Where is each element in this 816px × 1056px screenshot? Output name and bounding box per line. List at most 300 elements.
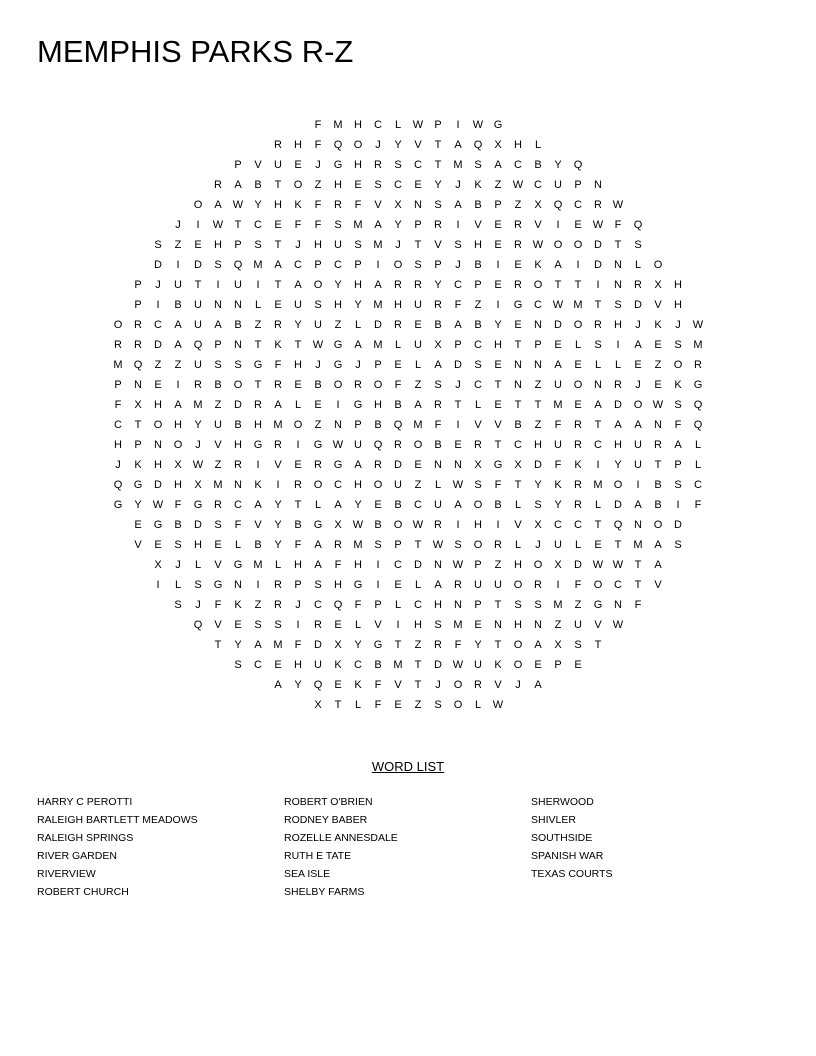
grid-letter: C: [454, 279, 462, 291]
grid-letter: V: [254, 519, 262, 531]
grid-letter: B: [294, 519, 302, 531]
grid-letter: S: [374, 179, 382, 191]
grid-letter: S: [214, 359, 222, 371]
grid-letter: W: [212, 219, 224, 231]
grid-letter: I: [176, 259, 180, 271]
grid-letter: J: [355, 359, 361, 371]
grid-letter: Q: [333, 599, 343, 611]
grid-letter: J: [515, 679, 521, 691]
grid-letter: S: [434, 199, 442, 211]
grid-letter: Y: [394, 219, 402, 231]
grid-letter: J: [175, 219, 181, 231]
grid-letter: W: [592, 559, 604, 571]
grid-letter: T: [274, 179, 282, 191]
grid-letter: E: [274, 299, 282, 311]
grid-letter: M: [593, 479, 603, 491]
grid-letter: F: [334, 559, 342, 571]
grid-letter: V: [374, 619, 382, 631]
grid-letter: S: [174, 599, 182, 611]
grid-letter: E: [414, 179, 422, 191]
grid-letter: M: [553, 399, 563, 411]
grid-letter: Q: [613, 519, 623, 531]
word-list-item: RALEIGH BARTLETT MEADOWS: [37, 814, 198, 826]
grid-letter: X: [514, 459, 522, 471]
grid-letter: F: [314, 199, 322, 211]
grid-letter: H: [154, 459, 162, 471]
grid-letter: C: [254, 219, 262, 231]
grid-letter: Y: [614, 459, 622, 471]
grid-letter: N: [614, 259, 622, 271]
grid-letter: G: [333, 459, 343, 471]
grid-letter: A: [354, 459, 362, 471]
grid-letter: Z: [154, 359, 162, 371]
grid-letter: E: [314, 399, 322, 411]
grid-letter: R: [494, 539, 502, 551]
grid-letter: P: [134, 279, 142, 291]
grid-letter: E: [574, 359, 582, 371]
grid-letter: Q: [393, 419, 403, 431]
grid-letter: N: [154, 439, 162, 451]
grid-letter: P: [354, 419, 362, 431]
grid-letter: S: [434, 619, 442, 631]
grid-letter: H: [214, 239, 222, 251]
grid-letter: O: [453, 679, 463, 691]
grid-letter: F: [294, 539, 302, 551]
grid-letter: R: [294, 479, 302, 491]
grid-letter: W: [512, 179, 524, 191]
grid-letter: U: [414, 339, 422, 351]
grid-letter: H: [274, 199, 282, 211]
grid-letter: A: [454, 319, 462, 331]
grid-letter: G: [333, 359, 343, 371]
grid-letter: T: [214, 639, 222, 651]
grid-letter: B: [214, 379, 222, 391]
grid-letter: B: [494, 499, 502, 511]
grid-letter: O: [233, 379, 243, 391]
grid-letter: C: [314, 599, 322, 611]
grid-letter: S: [454, 539, 462, 551]
grid-letter: J: [375, 139, 381, 151]
grid-letter: Y: [354, 639, 362, 651]
grid-letter: J: [155, 279, 161, 291]
grid-letter: M: [253, 259, 263, 271]
grid-letter: D: [594, 259, 602, 271]
grid-letter: L: [614, 359, 622, 371]
grid-letter: L: [474, 399, 482, 411]
grid-letter: U: [494, 579, 502, 591]
grid-letter: F: [234, 519, 242, 531]
grid-letter: F: [114, 399, 122, 411]
grid-letter: H: [434, 599, 442, 611]
grid-letter: L: [174, 579, 182, 591]
grid-letter: Y: [354, 499, 362, 511]
grid-letter: O: [453, 699, 463, 711]
grid-letter: M: [333, 119, 343, 131]
grid-letter: L: [394, 339, 402, 351]
grid-letter: W: [612, 559, 624, 571]
grid-letter: Q: [193, 339, 203, 351]
grid-letter: O: [393, 519, 403, 531]
grid-letter: D: [574, 559, 582, 571]
grid-letter: H: [474, 519, 482, 531]
grid-letter: J: [395, 239, 401, 251]
grid-letter: P: [214, 339, 222, 351]
grid-letter: R: [194, 379, 202, 391]
grid-letter: B: [174, 519, 182, 531]
grid-letter: N: [234, 579, 242, 591]
grid-letter: L: [694, 439, 702, 451]
grid-letter: W: [312, 339, 324, 351]
grid-letter: H: [354, 479, 362, 491]
grid-letter: R: [434, 219, 442, 231]
grid-letter: H: [174, 479, 182, 491]
grid-letter: O: [173, 439, 183, 451]
grid-letter: B: [434, 439, 442, 451]
grid-letter: L: [434, 479, 442, 491]
word-list-item: SPANISH WAR: [531, 850, 604, 862]
grid-letter: I: [616, 339, 620, 351]
grid-letter: R: [434, 299, 442, 311]
grid-letter: L: [254, 299, 262, 311]
grid-letter: W: [452, 479, 464, 491]
grid-letter: S: [154, 239, 162, 251]
grid-letter: T: [494, 439, 502, 451]
grid-letter: E: [514, 319, 522, 331]
grid-letter: I: [256, 459, 260, 471]
grid-letter: C: [594, 439, 602, 451]
grid-letter: V: [654, 579, 662, 591]
grid-letter: A: [614, 419, 622, 431]
grid-letter: G: [213, 579, 223, 591]
grid-letter: W: [152, 499, 164, 511]
grid-letter: Y: [394, 139, 402, 151]
grid-letter: E: [454, 439, 462, 451]
grid-letter: B: [514, 419, 522, 431]
grid-letter: N: [494, 619, 502, 631]
grid-letter: L: [234, 539, 242, 551]
grid-letter: R: [534, 579, 542, 591]
grid-letter: S: [454, 239, 462, 251]
grid-letter: T: [294, 499, 302, 511]
grid-letter: G: [113, 499, 123, 511]
grid-letter: S: [514, 599, 522, 611]
grid-letter: T: [634, 559, 642, 571]
grid-letter: Z: [334, 319, 342, 331]
grid-letter: O: [413, 439, 423, 451]
grid-letter: N: [234, 479, 242, 491]
grid-letter: E: [234, 619, 242, 631]
grid-letter: J: [295, 239, 301, 251]
grid-letter: Z: [254, 319, 262, 331]
grid-letter: Y: [434, 279, 442, 291]
grid-letter: Q: [573, 159, 583, 171]
grid-letter: R: [334, 539, 342, 551]
grid-letter: H: [674, 279, 682, 291]
grid-letter: A: [254, 499, 262, 511]
grid-letter: R: [374, 159, 382, 171]
grid-letter: F: [174, 499, 182, 511]
word-list-item: ROBERT O'BRIEN: [284, 796, 373, 808]
grid-letter: R: [314, 619, 322, 631]
grid-letter: F: [294, 639, 302, 651]
grid-letter: I: [376, 579, 380, 591]
grid-letter: A: [434, 579, 442, 591]
grid-letter: R: [214, 499, 222, 511]
grid-letter: J: [675, 319, 681, 331]
grid-letter: A: [214, 319, 222, 331]
grid-letter: I: [376, 559, 380, 571]
grid-letter: V: [214, 439, 222, 451]
grid-letter: T: [234, 219, 242, 231]
grid-letter: E: [574, 659, 582, 671]
grid-letter: Z: [174, 359, 182, 371]
grid-letter: E: [294, 459, 302, 471]
grid-letter: B: [234, 419, 242, 431]
grid-letter: F: [574, 579, 582, 591]
grid-letter: V: [434, 239, 442, 251]
grid-letter: K: [294, 199, 302, 211]
grid-letter: U: [314, 319, 322, 331]
grid-letter: W: [452, 659, 464, 671]
grid-letter: K: [574, 459, 582, 471]
grid-letter: T: [454, 399, 462, 411]
grid-letter: C: [394, 559, 402, 571]
grid-letter: D: [414, 559, 422, 571]
grid-letter: J: [315, 359, 321, 371]
grid-letter: Y: [474, 639, 482, 651]
grid-letter: F: [454, 639, 462, 651]
grid-letter: A: [554, 259, 562, 271]
grid-letter: U: [354, 439, 362, 451]
grid-letter: I: [456, 219, 460, 231]
grid-letter: V: [214, 619, 222, 631]
grid-letter: R: [394, 439, 402, 451]
grid-letter: F: [634, 599, 642, 611]
grid-letter: L: [534, 139, 542, 151]
grid-letter: S: [434, 379, 442, 391]
grid-letter: M: [273, 639, 283, 651]
grid-letter: F: [394, 379, 402, 391]
grid-letter: B: [394, 499, 402, 511]
grid-letter: B: [254, 539, 262, 551]
grid-letter: S: [374, 539, 382, 551]
grid-letter: S: [634, 239, 642, 251]
grid-letter: P: [554, 659, 562, 671]
grid-letter: V: [494, 419, 502, 431]
grid-letter: R: [314, 459, 322, 471]
grid-letter: V: [374, 199, 382, 211]
grid-letter: E: [654, 339, 662, 351]
grid-letter: C: [334, 479, 342, 491]
grid-letter: D: [634, 299, 642, 311]
grid-letter: A: [174, 339, 182, 351]
grid-letter: V: [654, 299, 662, 311]
grid-letter: K: [554, 479, 562, 491]
grid-letter: C: [354, 659, 362, 671]
grid-letter: R: [514, 239, 522, 251]
grid-letter: M: [213, 479, 223, 491]
grid-letter: S: [574, 639, 582, 651]
grid-letter: A: [434, 359, 442, 371]
grid-letter: J: [315, 159, 321, 171]
grid-letter: H: [374, 399, 382, 411]
grid-letter: O: [293, 419, 303, 431]
word-list-item: ROZELLE ANNESDALE: [284, 832, 398, 844]
grid-letter: K: [234, 599, 242, 611]
grid-letter: A: [634, 499, 642, 511]
grid-letter: M: [693, 339, 703, 351]
grid-letter: B: [254, 179, 262, 191]
grid-letter: R: [394, 319, 402, 331]
grid-letter: O: [293, 179, 303, 191]
grid-letter: P: [474, 599, 482, 611]
grid-letter: W: [432, 539, 444, 551]
grid-letter: G: [253, 359, 263, 371]
grid-letter: T: [534, 399, 542, 411]
grid-letter: R: [514, 279, 522, 291]
grid-letter: J: [455, 379, 461, 391]
grid-letter: S: [474, 159, 482, 171]
grid-letter: S: [214, 519, 222, 531]
grid-letter: Z: [214, 459, 222, 471]
grid-letter: I: [156, 579, 160, 591]
grid-letter: O: [513, 659, 523, 671]
grid-letter: H: [474, 239, 482, 251]
word-list-item: RALEIGH SPRINGS: [37, 832, 134, 844]
word-list-heading: WORD LIST: [371, 759, 445, 774]
grid-letter: Y: [534, 479, 542, 491]
word-list-item: RODNEY BABER: [284, 814, 368, 826]
grid-letter: A: [334, 499, 342, 511]
grid-letter: C: [554, 519, 562, 531]
grid-letter: J: [175, 559, 181, 571]
grid-letter: H: [614, 319, 622, 331]
grid-letter: N: [514, 359, 522, 371]
grid-letter: I: [176, 379, 180, 391]
grid-letter: H: [514, 559, 522, 571]
grid-letter: R: [334, 199, 342, 211]
grid-letter: T: [514, 479, 522, 491]
grid-letter: A: [214, 199, 222, 211]
grid-letter: E: [394, 579, 402, 591]
grid-letter: I: [396, 619, 400, 631]
grid-letter: Y: [274, 499, 282, 511]
grid-letter: R: [214, 179, 222, 191]
grid-letter: N: [434, 559, 442, 571]
grid-letter: U: [334, 239, 342, 251]
grid-letter: W: [532, 239, 544, 251]
grid-letter: C: [534, 179, 542, 191]
grid-letter: R: [274, 599, 282, 611]
grid-letter: W: [192, 459, 204, 471]
grid-letter: F: [374, 699, 382, 711]
grid-letter: R: [274, 139, 282, 151]
word-list-item: RIVERVIEW: [37, 868, 96, 880]
grid-letter: F: [354, 599, 362, 611]
grid-letter: F: [354, 199, 362, 211]
grid-letter: U: [314, 659, 322, 671]
grid-letter: T: [594, 419, 602, 431]
grid-letter: S: [594, 339, 602, 351]
grid-letter: E: [354, 179, 362, 191]
grid-letter: L: [354, 699, 362, 711]
grid-letter: N: [234, 299, 242, 311]
grid-letter: T: [434, 139, 442, 151]
grid-letter: U: [574, 619, 582, 631]
grid-letter: E: [394, 359, 402, 371]
grid-letter: S: [234, 359, 242, 371]
grid-letter: D: [394, 459, 402, 471]
grid-letter: X: [194, 479, 202, 491]
grid-letter: F: [314, 139, 322, 151]
grid-letter: E: [294, 379, 302, 391]
grid-letter: R: [374, 459, 382, 471]
grid-letter: U: [554, 439, 562, 451]
grid-letter: A: [454, 139, 462, 151]
grid-letter: Y: [274, 519, 282, 531]
grid-letter: O: [373, 479, 383, 491]
grid-letter: E: [274, 659, 282, 671]
grid-letter: M: [553, 599, 563, 611]
grid-letter: A: [274, 679, 282, 691]
grid-letter: H: [514, 619, 522, 631]
grid-letter: D: [674, 519, 682, 531]
grid-letter: I: [496, 259, 500, 271]
grid-letter: K: [334, 659, 342, 671]
grid-letter: X: [534, 199, 542, 211]
grid-letter: G: [333, 159, 343, 171]
grid-letter: Z: [414, 639, 422, 651]
grid-letter: I: [496, 519, 500, 531]
grid-letter: O: [653, 259, 663, 271]
grid-letter: R: [514, 219, 522, 231]
grid-letter: L: [514, 539, 522, 551]
grid-letter: R: [474, 679, 482, 691]
grid-letter: M: [193, 399, 203, 411]
grid-letter: M: [453, 619, 463, 631]
grid-letter: A: [454, 499, 462, 511]
grid-letter: I: [576, 259, 580, 271]
grid-letter: J: [455, 259, 461, 271]
grid-letter: L: [354, 319, 362, 331]
grid-letter: F: [214, 599, 222, 611]
grid-letter: P: [494, 199, 502, 211]
grid-letter: H: [154, 399, 162, 411]
grid-letter: T: [334, 699, 342, 711]
grid-letter: B: [654, 479, 662, 491]
grid-letter: I: [156, 299, 160, 311]
grid-letter: K: [654, 319, 662, 331]
grid-letter: F: [554, 459, 562, 471]
grid-letter: O: [153, 419, 163, 431]
grid-letter: O: [533, 559, 543, 571]
grid-letter: C: [414, 159, 422, 171]
grid-letter: I: [196, 219, 200, 231]
word-list-item: RIVER GARDEN: [37, 850, 117, 862]
grid-letter: V: [254, 159, 262, 171]
grid-letter: E: [514, 259, 522, 271]
grid-letter: E: [374, 499, 382, 511]
grid-letter: V: [394, 679, 402, 691]
grid-letter: R: [134, 339, 142, 351]
page-title: MEMPHIS PARKS R-Z: [37, 34, 354, 69]
grid-letter: X: [314, 699, 322, 711]
grid-letter: S: [314, 579, 322, 591]
grid-letter: E: [334, 619, 342, 631]
grid-letter: R: [574, 439, 582, 451]
word-list-item: ROBERT CHURCH: [37, 886, 129, 898]
grid-letter: Y: [234, 639, 242, 651]
